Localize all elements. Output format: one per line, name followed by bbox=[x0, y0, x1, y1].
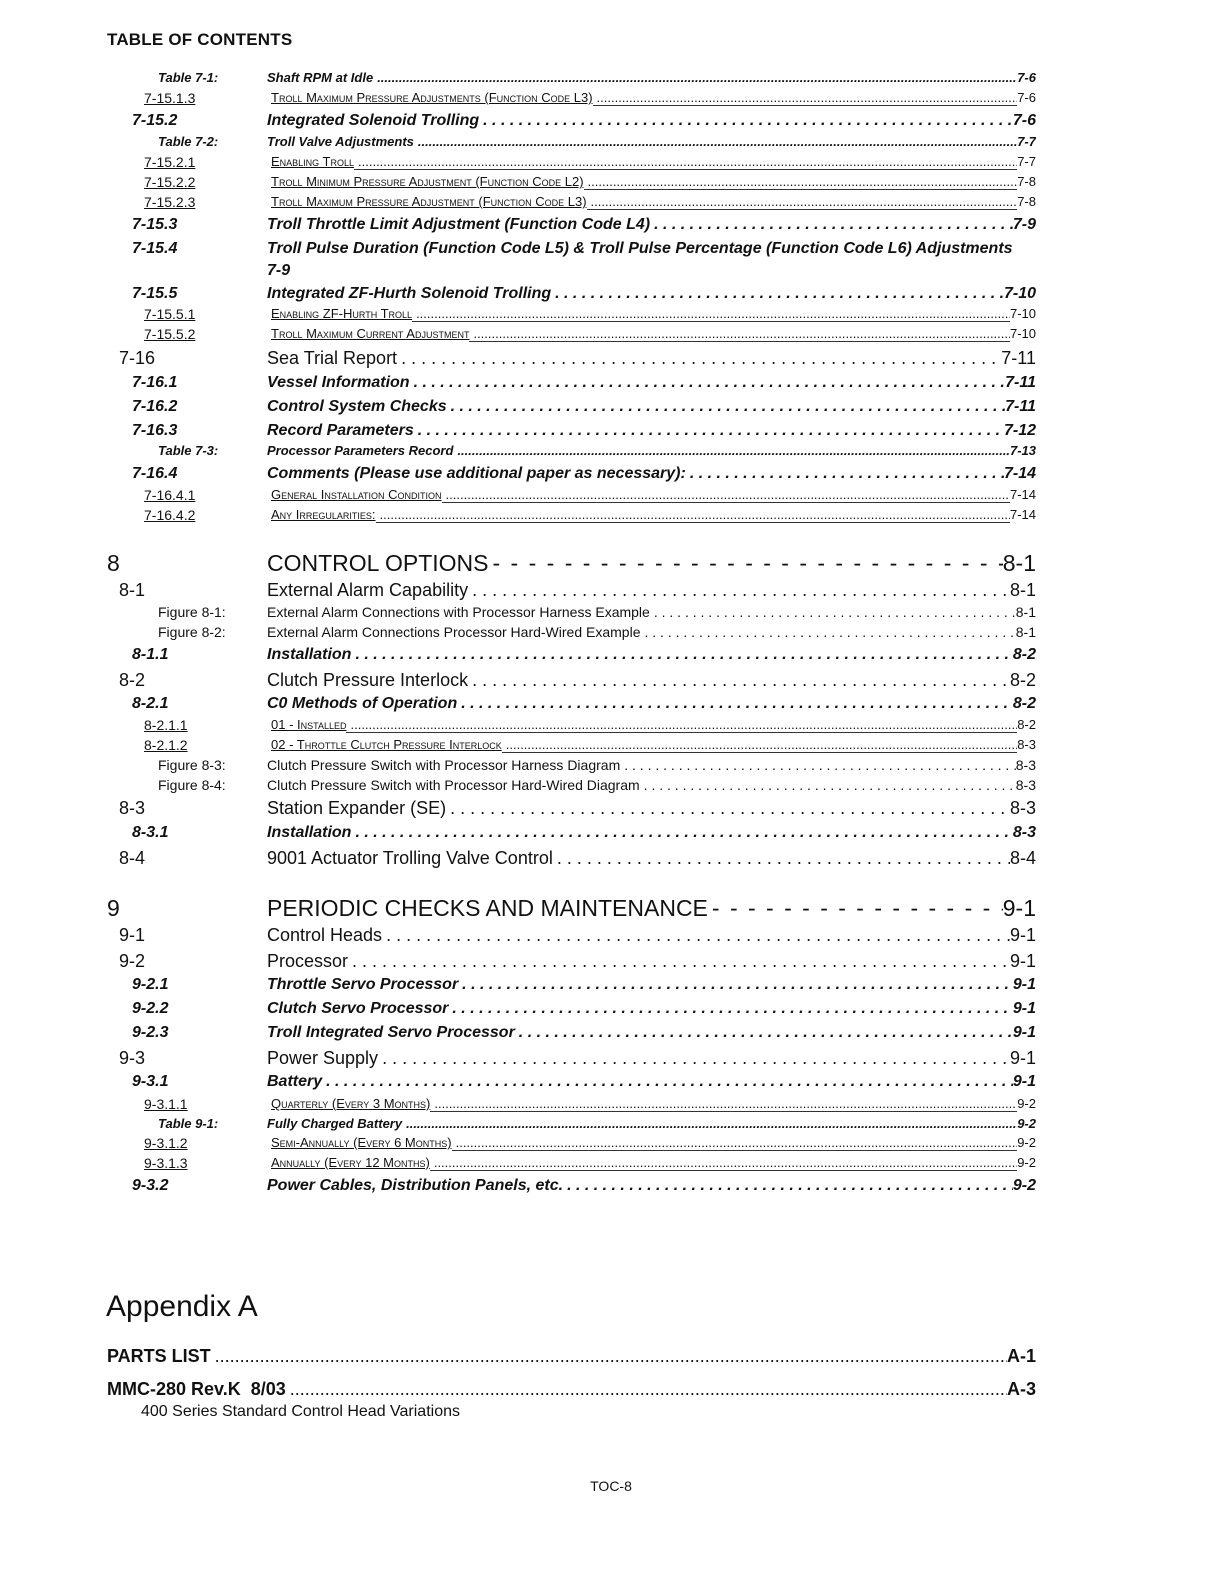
toc-entry-number: 9-3.1.3 bbox=[144, 1155, 188, 1171]
toc-entry-page: 7-10 bbox=[1003, 285, 1036, 302]
toc-entry-number: 9-2 bbox=[119, 951, 146, 971]
toc-entry-leader bbox=[351, 646, 1012, 664]
appendix-entry-page: A-1 bbox=[1006, 1346, 1036, 1366]
toc-entry-page: 9-2 bbox=[1012, 1177, 1036, 1194]
toc-entry-number: 7-15.4 bbox=[132, 240, 178, 257]
toc-entry-title: Enabling ZF-Hurth Troll bbox=[271, 306, 413, 321]
toc-entry-page: 7-7 bbox=[1017, 154, 1036, 169]
toc-entry-leader bbox=[502, 737, 1017, 753]
toc-entry-page: 7-11 bbox=[1005, 374, 1036, 391]
toc-entry-page: 7-10 bbox=[1009, 306, 1036, 321]
toc-entry-title: PERIODIC CHECKS AND MAINTENANCE bbox=[267, 895, 708, 921]
toc-entry-title: Clutch Pressure Interlock bbox=[267, 670, 469, 690]
toc-entry-number: Figure 8-2: bbox=[158, 624, 226, 640]
toc-entry-number: 9-2.2 bbox=[132, 1000, 169, 1017]
toc-entry-page: 9-2 bbox=[1017, 1096, 1036, 1111]
toc-entry-title: Troll Valve Adjustments bbox=[267, 134, 414, 149]
toc-entry-page: 9-2 bbox=[1017, 1116, 1036, 1131]
toc-entry-title: Troll Maximum Current Adjustment bbox=[271, 326, 470, 341]
toc-entry-title: External Alarm Connections Processor Hard-Wired Example bbox=[267, 624, 641, 640]
toc-entry-leader bbox=[551, 285, 1004, 303]
toc-entry-title: Troll Throttle Limit Adjustment (Function Code L4) bbox=[267, 216, 651, 233]
toc-entry-title: C0 Methods of Operation bbox=[267, 695, 458, 712]
toc-entry-title: Semi-Annually (Every 6 Months) bbox=[271, 1135, 452, 1150]
toc-entry-title: Vessel Information bbox=[267, 374, 410, 391]
toc-entry-leader bbox=[468, 580, 1010, 601]
toc-entry-page: 8-3 bbox=[1015, 777, 1036, 793]
toc-entry-title: Throttle Servo Processor bbox=[267, 976, 459, 993]
toc-entry-page: 8-2 bbox=[1012, 646, 1036, 663]
toc-entry-title: Troll Minimum Pressure Adjustment (Function Code L2) bbox=[271, 174, 584, 189]
toc-entry-title: Quarterly (Every 3 Months) bbox=[271, 1096, 431, 1111]
toc-entry-title: Troll Maximum Pressure Adjustment (Function Code L3) bbox=[271, 194, 587, 209]
toc-entry-title: 02 - Throttle Clutch Pressure Interlock bbox=[271, 737, 502, 752]
toc-entry-leader bbox=[468, 670, 1010, 691]
toc-entry-page: 8-4 bbox=[1009, 848, 1036, 868]
appendix-entry-leader bbox=[211, 1346, 1007, 1367]
toc-entry-number: 7-15.2 bbox=[132, 112, 178, 129]
toc-entry-page: 9-1 bbox=[1009, 925, 1036, 945]
toc-entry-page: 9-1 bbox=[1012, 1000, 1036, 1017]
toc-entry-leader bbox=[442, 487, 1010, 503]
toc-entry-leader bbox=[414, 422, 1004, 440]
toc-entry-page: 7-9 bbox=[267, 262, 291, 279]
toc-entry-number: 7-16.4.1 bbox=[144, 487, 196, 503]
toc-entry-title: Fully Charged Battery bbox=[267, 1116, 403, 1131]
toc-entry-page: 9-1 bbox=[1012, 976, 1036, 993]
toc-entry-title: Clutch Servo Processor bbox=[267, 1000, 449, 1017]
toc-entry-title: Processor bbox=[267, 951, 349, 971]
toc-entry-leader bbox=[402, 1116, 1017, 1131]
toc-entry-page: 8-2 bbox=[1009, 670, 1036, 690]
toc-entry-leader bbox=[489, 550, 1003, 577]
toc-entry-leader bbox=[382, 925, 1010, 946]
toc-entry-title: Comments (Please use additional paper as necessary): bbox=[267, 465, 686, 482]
toc-entry-leader bbox=[412, 306, 1010, 322]
toc-entry-leader bbox=[373, 70, 1017, 85]
toc-entry-title: Sea Trial Report bbox=[267, 348, 398, 368]
toc-entry-leader bbox=[346, 717, 1017, 733]
toc-entry-leader bbox=[378, 1048, 1010, 1069]
toc-entry-title: Power Supply bbox=[267, 1048, 379, 1068]
toc-entry-page: 7-6 bbox=[1012, 112, 1036, 129]
toc-entry-page: 7-13 bbox=[1009, 443, 1036, 458]
toc-entry-number: Figure 8-1: bbox=[158, 604, 226, 620]
toc-entry-title: Station Expander (SE) bbox=[267, 798, 447, 818]
toc-entry-page: 7-9 bbox=[1012, 216, 1036, 233]
toc-entry-number: 8-1 bbox=[119, 580, 146, 600]
toc-entry-title: Troll Maximum Pressure Adjustments (Function Code L3) bbox=[271, 90, 593, 105]
appendix-note: 400 Series Standard Control Head Variations bbox=[141, 1403, 460, 1420]
toc-entry-number: 7-16.3 bbox=[132, 422, 178, 439]
toc-entry-title: Control Heads bbox=[267, 925, 383, 945]
toc-entry-number: 8-2 bbox=[119, 670, 146, 690]
toc-entry-page: 9-1 bbox=[1009, 1048, 1036, 1068]
toc-entry-page: 9-1 bbox=[1002, 895, 1036, 921]
toc-entry-page: 7-7 bbox=[1017, 134, 1036, 149]
toc-entry-number: Figure 8-3: bbox=[158, 757, 226, 773]
toc-entry-page: 8-3 bbox=[1009, 798, 1036, 818]
toc-entry-number: 9-3.1.2 bbox=[144, 1135, 188, 1151]
toc-entry-leader bbox=[448, 1000, 1012, 1018]
toc-entry-page: 8-2 bbox=[1017, 717, 1036, 732]
toc-entry-page: 9-1 bbox=[1012, 1024, 1036, 1041]
toc-entry-number: 7-16.4 bbox=[132, 465, 178, 482]
toc-entry-leader bbox=[708, 895, 1003, 922]
appendix-entry-title: MMC-280 Rev.K 8/03 bbox=[107, 1379, 286, 1399]
toc-entry-number: 7-15.2.3 bbox=[144, 194, 196, 210]
toc-entry-title: Enabling Troll bbox=[271, 154, 355, 169]
toc-entry-number: 7-15.2.2 bbox=[144, 174, 196, 190]
appendix-title: Appendix A bbox=[106, 1290, 258, 1323]
toc-entry-leader bbox=[640, 624, 1015, 640]
toc-entry-leader bbox=[348, 951, 1010, 972]
toc-entry-number: 9-2.1 bbox=[132, 976, 169, 993]
toc-entry-title: Integrated Solenoid Trolling bbox=[267, 112, 480, 129]
toc-entry-page: 8-3 bbox=[1012, 824, 1036, 841]
toc-entry-page: 7-8 bbox=[1017, 174, 1036, 189]
toc-entry-number: 7-16.4.2 bbox=[144, 507, 196, 523]
toc-entry-number: 9-3 bbox=[119, 1048, 146, 1068]
toc-entry-leader bbox=[620, 757, 1016, 773]
toc-entry-number: 8 bbox=[107, 550, 120, 576]
toc-entry-number: Table 7-1: bbox=[158, 70, 219, 85]
toc-entry-number: 9-2.3 bbox=[132, 1024, 169, 1041]
toc-entry-page: 7-11 bbox=[1001, 348, 1036, 368]
toc-entry-leader bbox=[414, 134, 1017, 149]
toc-entry-number: 9-3.2 bbox=[132, 1177, 169, 1194]
toc-entry-number: 7-15.1.3 bbox=[144, 90, 196, 106]
toc-entry-title: Any Irregularities: bbox=[271, 507, 376, 522]
toc-entry-number: 9-3.1.1 bbox=[144, 1096, 188, 1112]
toc-entry-title: External Alarm Connections with Processor Harness Example bbox=[267, 604, 650, 620]
toc-entry-page: 7-14 bbox=[1009, 507, 1036, 522]
toc-entry-leader bbox=[453, 443, 1010, 458]
toc-entry-number: 9 bbox=[107, 895, 120, 921]
toc-entry-title: External Alarm Capability bbox=[267, 580, 469, 600]
toc-entry-leader bbox=[376, 507, 1010, 523]
toc-entry-page: 8-1 bbox=[1009, 580, 1036, 600]
toc-entry-number: 8-2.1.2 bbox=[144, 737, 188, 753]
toc-entry-leader bbox=[686, 465, 1004, 483]
toc-entry-number: 7-15.5.1 bbox=[144, 306, 196, 322]
toc-entry-title: Power Cables, Distribution Panels, etc. bbox=[267, 1177, 564, 1194]
toc-entry-number: 8-3.1 bbox=[132, 824, 169, 841]
toc-entry-page: 7-6 bbox=[1017, 70, 1036, 85]
toc-entry-number: 9-1 bbox=[119, 925, 146, 945]
toc-entry-leader bbox=[553, 848, 1010, 869]
toc-entry-page: 7-6 bbox=[1017, 90, 1036, 105]
toc-entry-title: Installation bbox=[267, 824, 352, 841]
toc-entry-leader bbox=[430, 1096, 1017, 1112]
toc-entry-number: 8-3 bbox=[119, 798, 146, 818]
toc-entry-leader bbox=[587, 194, 1018, 210]
toc-entry-number: 7-15.5 bbox=[132, 285, 178, 302]
toc-entry-number: Table 7-2: bbox=[158, 134, 219, 149]
toc-entry-leader bbox=[584, 174, 1018, 190]
toc-entry-page: 7-8 bbox=[1017, 194, 1036, 209]
appendix-entry-page: A-3 bbox=[1006, 1379, 1036, 1399]
toc-entry-leader bbox=[640, 777, 1016, 793]
toc-entry-leader bbox=[650, 604, 1016, 620]
toc-entry-title: Shaft RPM at Idle bbox=[267, 70, 374, 85]
toc-entry-leader bbox=[479, 112, 1013, 130]
toc-entry-leader bbox=[322, 1073, 1013, 1091]
toc-entry-leader bbox=[446, 798, 1010, 819]
toc-entry-leader bbox=[515, 1024, 1013, 1042]
toc-entry-title: Clutch Pressure Switch with Processor Hard-Wired Diagram bbox=[267, 777, 640, 793]
toc-entry-title: General Installation Condition bbox=[271, 487, 442, 502]
toc-entry-title: Installation bbox=[267, 646, 352, 663]
toc-entry-leader bbox=[410, 374, 1006, 392]
toc-entry-title: 9001 Actuator Trolling Valve Control bbox=[267, 848, 553, 868]
toc-entry-leader bbox=[469, 326, 1010, 342]
toc-entry-number: 7-16.1 bbox=[132, 374, 178, 391]
toc-entry-page: 8-3 bbox=[1017, 737, 1036, 752]
toc-entry-title: Record Parameters bbox=[267, 422, 414, 439]
toc-entry-title: Battery bbox=[267, 1073, 323, 1090]
toc-entry-leader bbox=[563, 1177, 1013, 1195]
toc-entry-number: 7-16 bbox=[119, 348, 156, 368]
toc-entry-title: Integrated ZF-Hurth Solenoid Trolling bbox=[267, 285, 552, 302]
toc-entry-page: 8-2 bbox=[1012, 695, 1036, 712]
appendix-entry-leader bbox=[286, 1379, 1007, 1400]
toc-entry-title: Processor Parameters Record bbox=[267, 443, 454, 458]
toc-entry-title: 01 - Installed bbox=[271, 717, 347, 732]
toc-entry-title: Annually (Every 12 Months) bbox=[271, 1155, 430, 1170]
toc-entry-number: 7-15.5.2 bbox=[144, 326, 196, 342]
toc-entry-page: 7-10 bbox=[1009, 326, 1036, 341]
appendix-entry-title: PARTS LIST bbox=[107, 1346, 211, 1366]
toc-entry-number: 8-1.1 bbox=[132, 646, 169, 663]
toc-entry-number: 8-2.1 bbox=[132, 695, 169, 712]
toc-entry-number: 8-4 bbox=[119, 848, 146, 868]
toc-entry-leader bbox=[452, 1135, 1018, 1151]
toc-entry-page: 8-1 bbox=[1002, 550, 1036, 576]
toc-entry-number: 9-3.1 bbox=[132, 1073, 169, 1090]
toc-entry-title: Troll Integrated Servo Processor bbox=[267, 1024, 515, 1041]
toc-entry-leader bbox=[650, 216, 1013, 234]
toc-entry-leader bbox=[593, 90, 1018, 106]
toc-entry-number: Figure 8-4: bbox=[158, 777, 226, 793]
toc-entry-page: 7-11 bbox=[1005, 398, 1036, 415]
toc-entry-number: 7-15.3 bbox=[132, 216, 178, 233]
toc-entry-title: CONTROL OPTIONS bbox=[267, 550, 489, 576]
toc-entry-page: 7-14 bbox=[1003, 465, 1036, 482]
toc-entry-title: Clutch Pressure Switch with Processor Harness Diagram bbox=[267, 757, 621, 773]
toc-entry-leader bbox=[397, 348, 1001, 369]
toc-entry-leader bbox=[458, 976, 1013, 994]
toc-entry-leader bbox=[430, 1155, 1017, 1171]
toc-entry-page: 8-3 bbox=[1015, 757, 1036, 773]
toc-entry-title: Control System Checks bbox=[267, 398, 447, 415]
toc-entry-page: 8-1 bbox=[1015, 604, 1036, 620]
toc-entry-number: Table 9-1: bbox=[158, 1116, 219, 1131]
toc-entry-page: 9-2 bbox=[1017, 1135, 1036, 1150]
toc-entry-page: 8-1 bbox=[1015, 624, 1036, 640]
toc-entry-page: 9-1 bbox=[1012, 1073, 1036, 1090]
toc-entry-leader bbox=[351, 824, 1012, 842]
toc-entry-number: 7-15.2.1 bbox=[144, 154, 196, 170]
page-number: TOC-8 bbox=[590, 1478, 632, 1494]
toc-entry-title: Troll Pulse Duration (Function Code L5) & Troll Pulse Percentage (Function Code L6) Adjustments bbox=[267, 240, 1013, 257]
toc-entry-number: 8-2.1.1 bbox=[144, 717, 188, 733]
toc-entry-page: 9-1 bbox=[1009, 951, 1036, 971]
toc-entry-leader bbox=[447, 398, 1006, 416]
toc-entry-number: 7-16.2 bbox=[132, 398, 178, 415]
toc-entry-number: Table 7-3: bbox=[158, 443, 219, 458]
toc-entry-page: 7-12 bbox=[1003, 422, 1036, 439]
toc-entry-leader bbox=[354, 154, 1017, 170]
toc-entry-page: 7-14 bbox=[1009, 487, 1036, 502]
toc-entry-leader bbox=[457, 695, 1013, 713]
toc-heading: TABLE OF CONTENTS bbox=[107, 30, 293, 49]
toc-entry-page: 9-2 bbox=[1017, 1155, 1036, 1170]
